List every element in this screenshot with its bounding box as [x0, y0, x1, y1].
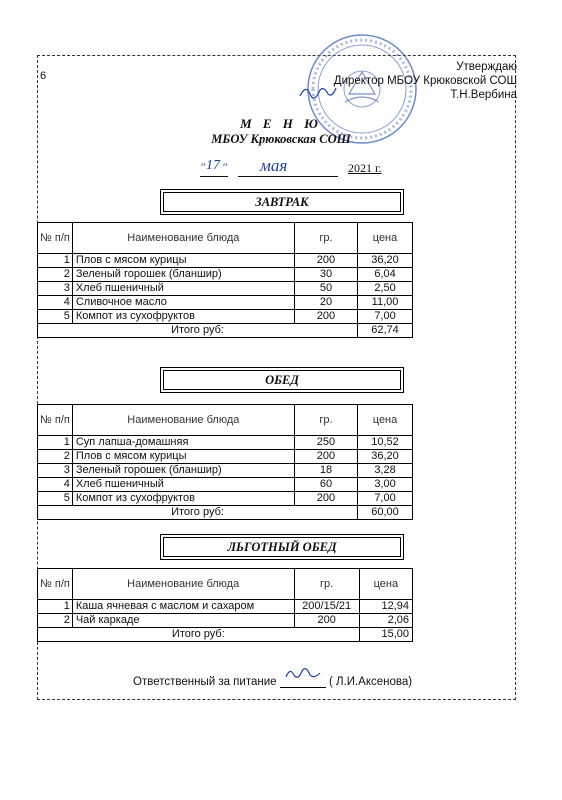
- table-row: 2 Плов с мясом курицы 200 36,20: [38, 450, 413, 464]
- col-price: цена: [358, 223, 413, 254]
- approval-line-1: Утверждаю: [456, 61, 517, 73]
- table-header-row: № п/п Наименование блюда гр. цена: [38, 405, 413, 436]
- date-open-quote: ": [200, 160, 206, 174]
- date-day-underline: [200, 176, 228, 177]
- date-month: мая: [260, 156, 288, 175]
- section-title-breakfast: ЗАВТРАК: [163, 192, 401, 212]
- section-title-benefit-lunch: ЛЬГОТНЫЙ ОБЕД: [163, 537, 401, 557]
- total-label: Итого руб:: [38, 324, 358, 338]
- responsible-name: ( Л.И.Аксенова): [328, 676, 413, 688]
- table-row: 3 Зеленый горошек (бланшир) 18 3,28: [38, 464, 413, 478]
- date-year: 2021 г.: [348, 161, 382, 175]
- date-day: 17: [206, 158, 220, 173]
- table-row: 2 Чай каркаде 200 2,06: [38, 614, 413, 628]
- benefit-lunch-table: [37, 568, 413, 642]
- school-name: МБОУ Крюковская СОШ: [211, 132, 351, 146]
- col-num: № п/п: [38, 223, 73, 254]
- table-row: 2 Зеленый горошек (бланшир) 30 6,04: [38, 268, 413, 282]
- table-row: 4 Хлеб пшеничный 60 3,00: [38, 478, 413, 492]
- approval-line-2: Директор МБОУ Крюковской СОШ: [333, 75, 517, 87]
- page-number: 6: [40, 70, 47, 82]
- total-row: [38, 324, 413, 338]
- col-name: Наименование блюда: [72, 223, 294, 254]
- date-close-quote: ": [222, 160, 228, 174]
- table-row: 5 Компот из сухофруктов 200 7,00: [38, 310, 413, 324]
- responsible-signature: [280, 673, 326, 688]
- table-row: 1 Суп лапша-домашняя 250 10,52: [38, 436, 413, 450]
- approval-block: [334, 60, 517, 102]
- table-row: 3 Хлеб пшеничный 50 2,50: [38, 282, 413, 296]
- responsible-line: [133, 673, 412, 688]
- table-row: 5 Компот из сухофруктов 200 7,00: [38, 492, 413, 506]
- menu-title: М Е Н Ю: [240, 116, 322, 131]
- date-month-underline: [238, 176, 338, 177]
- table-row: 1 Каша ячневая с маслом и сахаром 200/15/21 12,94: [38, 600, 413, 614]
- table-row: 1 Плов с мясом курицы 200 36,20: [38, 254, 413, 268]
- total-row: Итого руб: 60,00: [38, 506, 413, 520]
- table-row: 4 Сливочное масло 20 11,00: [38, 296, 413, 310]
- total-row: Итого руб: 15,00: [38, 628, 413, 642]
- table-header-row: № п/п Наименование блюда гр. цена: [38, 569, 413, 600]
- section-title-lunch: ОБЕД: [163, 370, 401, 390]
- approval-line-3: Т.Н.Вербина: [334, 88, 517, 102]
- total-value: 62,74: [358, 324, 413, 338]
- breakfast-table: [37, 222, 413, 338]
- table-header-row: [38, 223, 413, 254]
- date-line: [200, 156, 400, 180]
- col-gr: гр.: [294, 223, 357, 254]
- lunch-table: [37, 404, 413, 520]
- director-signature: [298, 82, 338, 102]
- responsible-label: Ответственный за питание: [133, 676, 277, 688]
